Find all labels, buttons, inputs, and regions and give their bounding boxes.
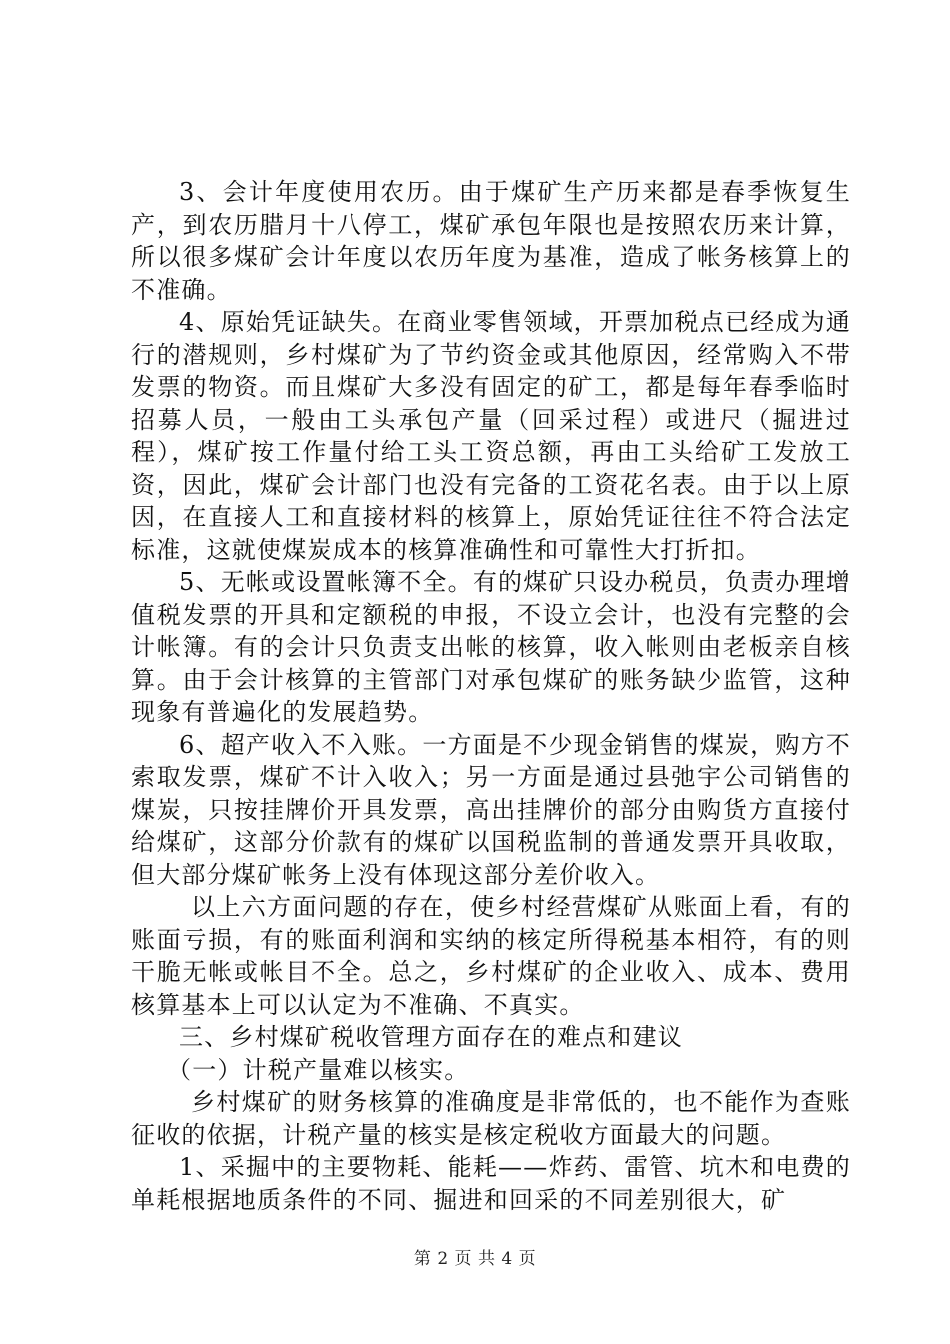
paragraph-item-3: 3、会计年度使用农历。由于煤矿生产历来都是春季恢复生产，到农历腊月十八停工，煤矿承包年限也是按照农历来计算，所以很多煤矿会计年度以农历年度为基准，造成了帐务核算上的不准确。	[131, 178, 851, 304]
paragraph-body: 乡村煤矿的财务核算的准确度是非常低的，也不能作为查账征收的依据，计税产量的核实是核定税收方面最大的问题。	[131, 1088, 851, 1149]
paragraph-item-5: 5、无帐或设置帐簿不全。有的煤矿只设办税员，负责办理增值税发票的开具和定额税的申报，不设立会计，也没有完整的会计帐簿。有的会计只负责支出帐的核算，收入帐则由老板亲自核算。由于会计核算的主管部门对承包煤矿的账务缺少监管，这种现象有普遍化的发展趋势。	[131, 568, 851, 726]
paragraph-item-6: 6、超产收入不入账。一方面是不少现金销售的煤炭，购方不索取发票，煤矿不计入收入；另一方面是通过县弛宇公司销售的煤炭，只按挂牌价开具发票，高出挂牌价的部分由购货方直接付给煤矿，这部分价款有的煤矿以国税监制的普通发票开具收取，但大部分煤矿帐务上没有体现这部分差价收入。	[131, 730, 851, 889]
page-footer	[0, 1244, 950, 1269]
paragraph-list-item-1: 1、采掘中的主要物耗、能耗——炸药、雷管、坑木和电费的单耗根据地质条件的不同、掘进和回采的不同差别很大，矿	[131, 1153, 851, 1214]
section-heading: 三、乡村煤矿税收管理方面存在的难点和建议	[179, 1023, 683, 1051]
paragraph-item-4: 4、原始凭证缺失。在商业零售领域，开票加税点已经成为通行的潜规则，乡村煤矿为了节约资金或其他原因，经常购入不带发票的物资。而且煤矿大多没有固定的矿工，都是每年春季临时招募人员，一般由工头承包产量（回采过程）或进尺（掘进过程），煤矿按工作量付给工头工资总额，再由工头给矿工发放工资，因此，煤矿会计部门也没有完备的工资花名表。由于以上原因，在直接人工和直接材料的核算上，原始凭证往往不符合法定标准，这就使煤炭成本的核算准确性和可靠性大打折扣。	[131, 308, 851, 564]
paragraph-summary: 以上六方面问题的存在，使乡村经营煤矿从账面上看，有的账面亏损，有的账面利润和实纳的核定所得税基本相符，有的则干脆无帐或帐目不全。总之，乡村煤矿的企业收入、成本、费用核算基本上可以认定为不准确、不真实。	[131, 893, 851, 1019]
document-body	[131, 176, 851, 1216]
subsection-heading: （一）计税产量难以核实。	[167, 1055, 470, 1084]
page-number-label: 第 2 页 共 4 页	[413, 1249, 537, 1269]
